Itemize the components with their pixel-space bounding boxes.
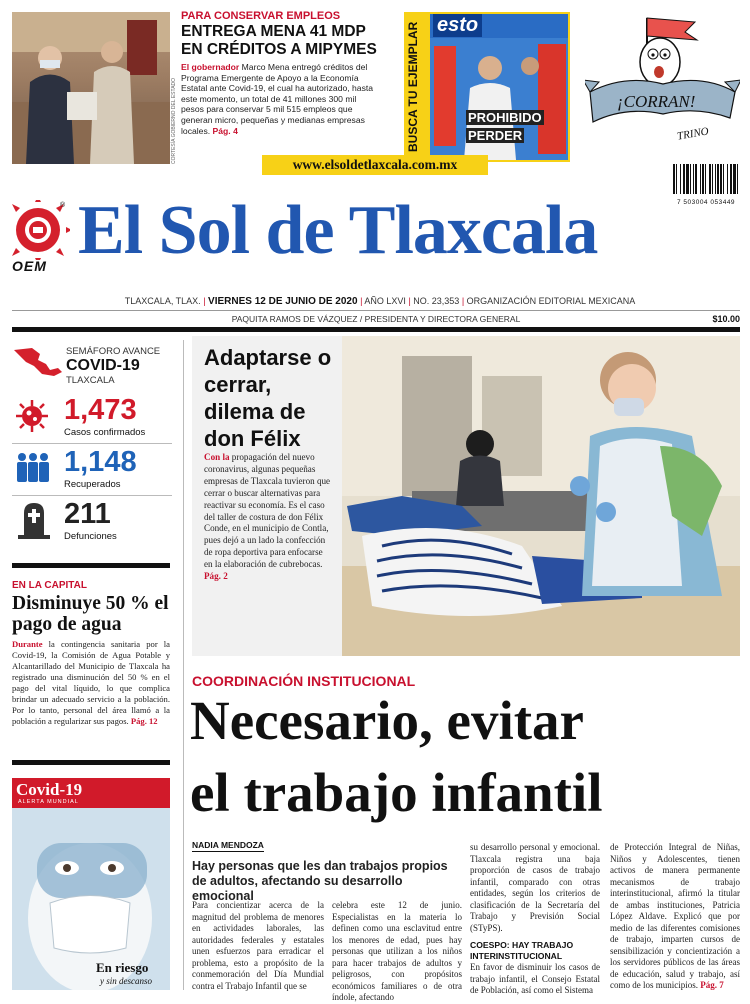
top-story-text: Marco Mena entregó créditos del Programa Emergente de Apoyo a la Economía Estatal ante Covid-19, el cual ha autorizado, hasta este momento, un total de 41 millones 300 mil pesos para conservar 5 mil 515 empleos que generan micro, pequeñas y medianas empresas locales. xyxy=(181,62,374,136)
oem-logo xyxy=(10,200,70,278)
website-url[interactable]: www.elsoldetlaxcala.com.mx xyxy=(262,155,488,175)
folio-city: TLAXCALA, TLAX. xyxy=(124,296,201,306)
stat-rule-1 xyxy=(12,443,172,444)
barcode-bar xyxy=(733,164,736,194)
covid-box-region: TLAXCALA xyxy=(66,375,115,386)
main-col-2: celebra este 12 de junio. Especialistas en la materia lo definen como una esclavitud entre los menores de edad, pues hay personas que utilizan a los niños para hacer trabajos de adultos y peligrosos, con propósitos económicos familiares o de otra índole, afectando xyxy=(332,900,462,1002)
covid-promo-brand: Covid-19 xyxy=(16,780,83,799)
barcode-bar xyxy=(723,164,724,194)
covid-promo-caption-line1: En riesgo xyxy=(96,960,149,975)
folio-date: VIERNES 12 DE JUNIO DE 2020 xyxy=(208,296,358,307)
feature-body xyxy=(204,452,332,583)
top-story-headline-line2: EN CRÉDITOS A MIPYMES xyxy=(181,41,377,58)
folio: TLAXCALA, TLAX. | VIERNES 12 DE JUNIO DE 2020 | AÑO LXVI | NO. 23,353 | ORGANIZACIÓN EDITORIAL MEXICANA xyxy=(124,296,636,307)
promo-box[interactable] xyxy=(404,12,570,162)
cartoon xyxy=(585,10,740,160)
folio-organization: ORGANIZACIÓN EDITORIAL MEXICANA xyxy=(466,296,636,306)
cartoon-art xyxy=(585,10,740,160)
water-story-kicker: EN LA CAPITAL xyxy=(12,580,87,591)
top-story-page-ref[interactable]: Pág. 4 xyxy=(212,125,238,136)
water-story-text: la contingencia sanitaria por la Covid-19, la Comisión de Agua Potable y Alcantarillado del Municipio de Tlaxcala ha registrado una disminución del 50 % en el pago del vital líquido, lo que complica brindar un adecuado servicio a la población. Por lo tanto, personal del área llamó a la población a regularizar sus pagos. xyxy=(12,639,170,726)
main-col-3 xyxy=(470,842,600,997)
folio-price: $10.00 xyxy=(712,314,740,324)
folio-year: AÑO LXVI xyxy=(364,296,406,306)
main-col-4 xyxy=(610,842,740,992)
feature-page-ref[interactable]: Pág. 2 xyxy=(204,571,228,582)
water-story-page-ref[interactable]: Pág. 12 xyxy=(130,716,158,726)
water-story xyxy=(12,580,170,727)
main-byline: NADIA MENDOZA xyxy=(192,840,264,850)
left-rule-2 xyxy=(12,760,170,765)
left-rule-1 xyxy=(12,563,170,568)
magazine-cover-line1: PROHIBIDO xyxy=(468,110,542,125)
top-story-lead: El gobernador xyxy=(181,62,240,72)
feature-headline: Adaptarse o cerrar, dilema de don Félix xyxy=(204,345,332,451)
stat-deaths-label: Defunciones xyxy=(64,531,117,542)
water-story-lead: Durante xyxy=(12,639,43,649)
stat-row-deaths xyxy=(12,498,172,548)
column-divider xyxy=(183,340,184,990)
promo-side-text: BUSCA TU EJEMPLAR xyxy=(406,21,420,153)
sun-logo-icon xyxy=(10,200,70,260)
stat-recovered-label: Recuperados xyxy=(64,479,121,490)
cartoon-banner-text: ¡CORRAN! xyxy=(617,92,696,111)
folio-rule xyxy=(12,310,740,311)
barcode-number: 7 503004 053449 xyxy=(676,199,736,206)
covid-promo[interactable] xyxy=(12,778,170,990)
covid-box-label: SEMÁFORO AVANCE xyxy=(66,346,161,357)
main-col-3-subhead: COESPO: HAY TRABAJO INTERINSTITUCIONAL xyxy=(470,940,574,961)
stat-row-recovered xyxy=(12,446,172,496)
folio-director: PAQUITA RAMOS DE VÁZQUEZ / PRESIDENTA Y DIRECTORA GENERAL xyxy=(231,314,521,324)
magazine-title: esto xyxy=(433,14,482,37)
main-col-3a: su desarrollo personal y emocional. Tlaxcala registra una baja proporción de casos de trabajo infantil, comparado con otras entidades, según los criterios de clasificación de la Secretaría del Trabajo y Previsión Social (STyPS). xyxy=(470,842,600,933)
stat-recovered-value: 1,148 xyxy=(64,446,137,478)
photo-credit-top: CORTESÍA GOBIERNO DEL ESTADO xyxy=(171,77,177,164)
main-headline-line1: Necesario, evitar xyxy=(190,690,584,751)
feature-photo xyxy=(342,336,740,656)
people-icon xyxy=(14,452,52,484)
masthead-rule xyxy=(12,327,740,332)
stat-rule-2 xyxy=(12,495,172,496)
main-page-ref[interactable]: Pág. 7 xyxy=(700,980,724,990)
water-story-body xyxy=(12,639,170,727)
tombstone-icon xyxy=(16,501,52,541)
oem-logo-text: OEM xyxy=(12,258,47,274)
top-story xyxy=(181,10,381,136)
covid-promo-subbrand: ALERTA MUNDIAL xyxy=(18,799,79,805)
masthead-title[interactable]: El Sol de Tlaxcala xyxy=(78,192,598,269)
covid-box-title: COVID-19 xyxy=(66,357,140,374)
folio-number: NO. 23,353 xyxy=(413,296,460,306)
feature-text: propagación del nuevo coronavirus, algunas pequeñas empresas de Tlaxcala tuvieron que cerrar o buscar alternativas para reactivar su economía. Es el caso del taller de costura de don Félix Conde, en el municipio de Contla, pues dejó a un lado la confección de ropa deportiva para enfocarse en la elaboración de cubrebocas. xyxy=(204,452,331,570)
barcode-bar xyxy=(727,164,728,194)
virus-icon xyxy=(14,398,50,434)
top-story-kicker: PARA CONSERVAR EMPLEOS xyxy=(181,10,341,22)
covid-promo-caption-line2: y sin descanso xyxy=(100,976,152,986)
sewing-workshop-art xyxy=(342,336,740,656)
main-col-3b: En favor de disminuir los casos de trabajo infantil, el Consejo Estatal de Población, así como el Sistema xyxy=(470,962,600,995)
covid-promo-header xyxy=(12,778,170,808)
magazine-cover-line2: PERDER xyxy=(468,128,523,143)
feature-story xyxy=(192,336,342,656)
barcode-bar xyxy=(720,164,722,194)
main-subhead: Hay personas que les dan trabajos propios de adultos, afectando su desarrollo emocional xyxy=(192,859,448,903)
stat-confirmed-label: Casos confirmados xyxy=(64,427,146,438)
main-kicker: COORDINACIÓN INSTITUCIONAL xyxy=(192,673,416,689)
main-headline-line2: el trabajo infantil xyxy=(190,762,603,823)
stat-confirmed-value: 1,473 xyxy=(64,394,137,426)
covid-stats-box xyxy=(12,342,172,552)
barcode-bar xyxy=(730,164,732,194)
stat-row-confirmed xyxy=(12,394,172,444)
registered-mark: ® xyxy=(60,202,66,209)
governor-photo xyxy=(12,12,170,164)
main-col-1: Para concientizar acerca de la magnitud del problema de menores en actividades laborales, las autoridades federales y estatales unen esfuerzos para erradicar el problema, esto a propósito de la conmemoración del Día Mundial contra el Trabajo Infantil que se xyxy=(192,900,324,991)
water-story-headline: Disminuye 50 % el pago de agua xyxy=(12,593,169,635)
magazine-cover xyxy=(430,14,568,160)
feature-lead: Con la xyxy=(204,452,230,462)
barcode-bar xyxy=(737,164,738,194)
cartoon-signature: TRINO xyxy=(676,125,710,143)
mexico-map-icon xyxy=(12,346,64,376)
main-col-4-text: de Protección Integral de Niñas, Niños y Adolescentes, tienen activos de manera permanente mecanismos de trabajo interinstitucional, afirmó la titular de ambas instituciones, Patricia López Aldave. Explicó que por medio de las diferentes comisiones de trabajo, imparten cursos de sensibilización y concientización a los servidores públicos de las áreas de educación, salud y trabajo, así como de los municipios. xyxy=(610,842,740,990)
top-story-headline-line1: ENTREGA MENA 41 MDP xyxy=(181,23,366,40)
stat-deaths-value: 211 xyxy=(64,498,111,530)
governor-photo-art xyxy=(12,12,170,164)
top-story-body xyxy=(181,62,381,136)
